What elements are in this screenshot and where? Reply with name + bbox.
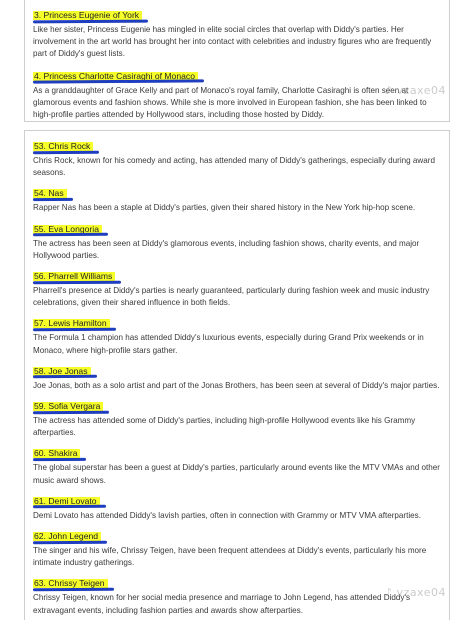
entry-body: The global superstar has been a guest at Diddy's parties, particularly around events like the MTV VMAs and other music award shows. (33, 463, 440, 485)
entry-heading: 62. John Legend (33, 530, 101, 542)
entry-body: As a granddaughter of Grace Kelly and part of Monaco's royal family, Charlotte Casiraghi is often seen at glamorous events and fashion shows. While she is more involved in European fashion, she has been linked to high-profile parties attended by Hollywood stars, including those hosted by Diddy. (33, 85, 427, 120)
list-item (33, 5, 441, 61)
entry-heading: 56. Pharrell Williams (33, 270, 115, 282)
list-item (33, 136, 441, 179)
list-item (33, 266, 441, 309)
entry-heading: 4. Princess Charlotte Casiraghi of Monaco (33, 70, 198, 82)
list-item (33, 491, 441, 522)
list-item (33, 443, 441, 486)
entry-body: The actress has attended some of Diddy's parties, including high-profile Hollywood events like his Grammy afterparties. (33, 416, 416, 438)
list-item (33, 313, 441, 356)
list-item (33, 66, 441, 122)
list-item (33, 573, 441, 616)
entry-body: Demi Lovato has attended Diddy's lavish parties, often in connection with Grammy or MTV VMA afterparties. (33, 510, 421, 520)
list-item (33, 219, 441, 262)
entry-heading: 63. Chrissy Teigen (33, 577, 108, 589)
entry-heading: 61. Demi Lovato (33, 495, 100, 507)
entry-heading: 54. Nas (33, 187, 67, 199)
entry-heading: 55. Eva Longoria (33, 223, 102, 235)
entry-body: Joe Jonas, both as a solo artist and part of the Jonas Brothers, has been seen at several of Diddy's major parties. (33, 380, 440, 390)
entry-body: Chris Rock, known for his comedy and acting, has attended many of Diddy's gatherings, especially during award seasons. (33, 156, 435, 178)
document-page-bottom (24, 130, 450, 620)
entry-heading: 3. Princess Eugenie of York (33, 9, 142, 21)
entry-body: Chrissy Teigen, known for her social media presence and marriage to John Legend, has attended Diddy's extravagant events, including fashion parties and awards show afterparties. (33, 593, 411, 615)
entry-body: Like her sister, Princess Eugenie has mingled in elite social circles that overlap with Diddy's parties. Her involvement in the art world has brought her into contact with celebrities and industry figures who are frequently part of Diddy's guest lists. (33, 25, 432, 59)
list-item (33, 183, 441, 214)
watermark-logo: ♪ vzaxe04 (385, 586, 446, 599)
entry-body: The singer and his wife, Chrissy Teigen, have been frequent attendees at Diddy's events, particularly his more intimate industry gatherings. (33, 546, 427, 568)
entry-body: The actress has been seen at Diddy's glamorous events, including fashion shows, charity events, and major Hollywood parties. (33, 238, 420, 260)
entry-body: Pharrell's presence at Diddy's parties is nearly guaranteed, particularly during fashion week and music industry celebrations, given their shared influence in both fields. (33, 286, 430, 308)
entry-heading: 53. Chris Rock (33, 140, 93, 152)
watermark-logo: ♪ vzaxe04 (385, 84, 446, 97)
entry-heading: 58. Joe Jonas (33, 365, 91, 377)
list-item (33, 361, 441, 392)
entry-body: Rapper Nas has been a staple at Diddy's parties, given their shared history in the New York hip-hop scene. (33, 203, 416, 213)
entry-heading: 57. Lewis Hamilton (33, 317, 110, 329)
list-item (33, 526, 441, 569)
document-page-top (24, 0, 450, 122)
entry-heading: 59. Sofia Vergara (33, 400, 103, 412)
entry-heading: 60. Shakira (33, 447, 80, 459)
list-item (33, 396, 441, 439)
entry-body: The Formula 1 champion has attended Diddy's luxurious events, especially during Grand Prix weekends or in Monaco, where high-profile stars gather. (33, 333, 424, 355)
